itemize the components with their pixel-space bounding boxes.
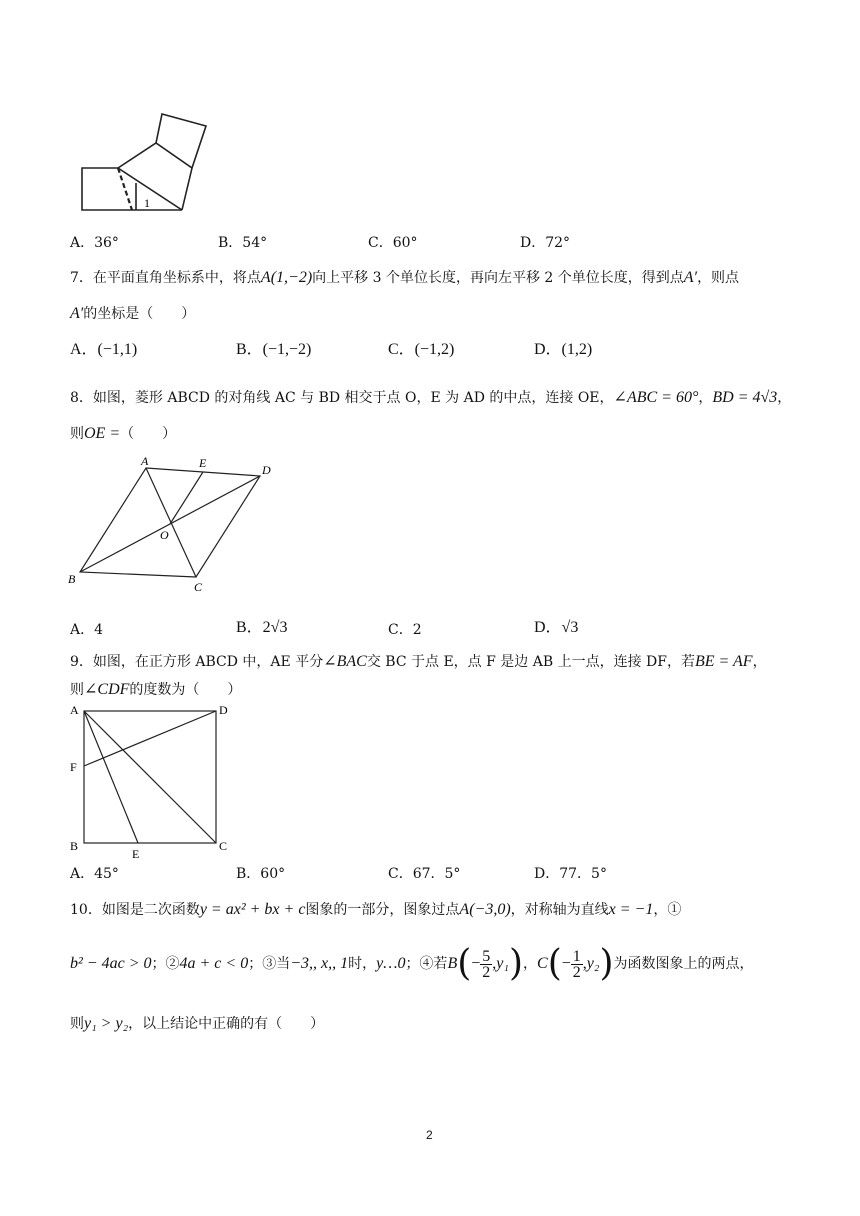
q10-number: 10． [70,902,102,918]
q9-option-b[interactable]: B．60° [236,866,286,882]
svg-text:B: B [68,572,76,586]
svg-text:B: B [70,839,79,853]
q9-option-a[interactable]: A．45° [70,866,119,882]
q9-square-figure [64,700,244,862]
q7-stem-line1: 7．在平面直角坐标系中，将点A(1,−2)向上平移 3 个单位长度，再向左平移 2 个单位长度，得到点A′，则点 [70,269,740,286]
q8-number: 8． [70,390,93,406]
q8-option-b[interactable]: B．2√3 [236,619,288,636]
q6-option-a[interactable]: A．36° [70,235,119,251]
q7-number: 7． [70,270,93,286]
q8-stem-line2: 则OE =（ ） [70,425,177,442]
q8-rhombus-figure [64,452,284,602]
q9-stem-line2: 则∠CDF的度数为（ ） [70,681,242,698]
q7-stem-line2: A′的坐标是（ ） [70,305,196,322]
q10-stem-line2: b² − 4ac > 0；②4a + c < 0；③当−3,, x,, 1时，y…0；④若B(− $\frac{5}{2}$ ,y₁)，C(− $\frac{1}{2}$ ,y₂)为函数图象上的两点， [70,943,754,984]
q6-option-d[interactable]: D．72° [520,235,571,251]
svg-text:C: C [219,839,228,853]
q9-option-d[interactable]: D．77．5° [534,866,607,882]
q8-option-d[interactable]: D．√3 [534,619,579,636]
svg-text:A: A [70,703,79,717]
svg-text:C: C [194,580,203,594]
q8-angle-condition: ∠ABC = 60° [613,389,699,406]
q9-option-c[interactable]: C．67．5° [388,866,461,882]
q10-stem-line1: 10．如图是二次函数y = ax² + bx + c图象的一部分，图象过点A(−3,0)，对称轴为直线x = −1，① [70,901,682,918]
q7-point-a: A(1,−2) [260,269,313,286]
q6-option-c[interactable]: C．60° [368,235,418,251]
q8-option-a[interactable]: A．4 [70,622,104,638]
q7-option-c[interactable]: C．(−1,2) [388,341,455,358]
q6-option-b[interactable]: B．54° [218,235,268,251]
page-number: 2 [426,1128,433,1142]
svg-text:E: E [132,847,140,861]
svg-text:D: D [262,463,271,477]
q6-figure [76,108,216,218]
q6-angle-label: 1 [144,196,150,210]
q8-stem-line1: 8．如图，菱形 ABCD 的对角线 AC 与 BD 相交于点 O，E 为 AD 的中点，连接 OE，∠ABC = 60°，BD = 4√3， [70,389,792,406]
q10-fraction-c: $\frac{1}{2}$ [572,947,581,981]
svg-text:D: D [219,703,228,717]
q7-option-b[interactable]: B．(−1,−2) [236,341,312,358]
svg-text:A: A [141,454,149,468]
svg-text:O: O [160,528,169,542]
q7-option-d[interactable]: D．(1,2) [534,341,593,358]
q10-stem-line3: 则y₁ > y₂，以上结论中正确的有（ ） [70,1015,325,1032]
svg-text:E: E [199,456,207,470]
svg-text:F: F [70,760,77,774]
q9-stem-line1: 9．如图，在正方形 ABCD 中，AE 平分∠BAC交 BC 于点 E，点 F 是边 AB 上一点，连接 DF，若BE = AF， [70,653,767,670]
q9-number: 9． [70,654,93,670]
q10-fraction-b: $\frac{5}{2}$ [482,947,491,981]
q8-option-c[interactable]: C．2 [388,622,422,638]
q7-option-a[interactable]: A．(−1,1) [70,341,138,358]
q8-bd-condition: BD = 4√3 [712,389,778,406]
